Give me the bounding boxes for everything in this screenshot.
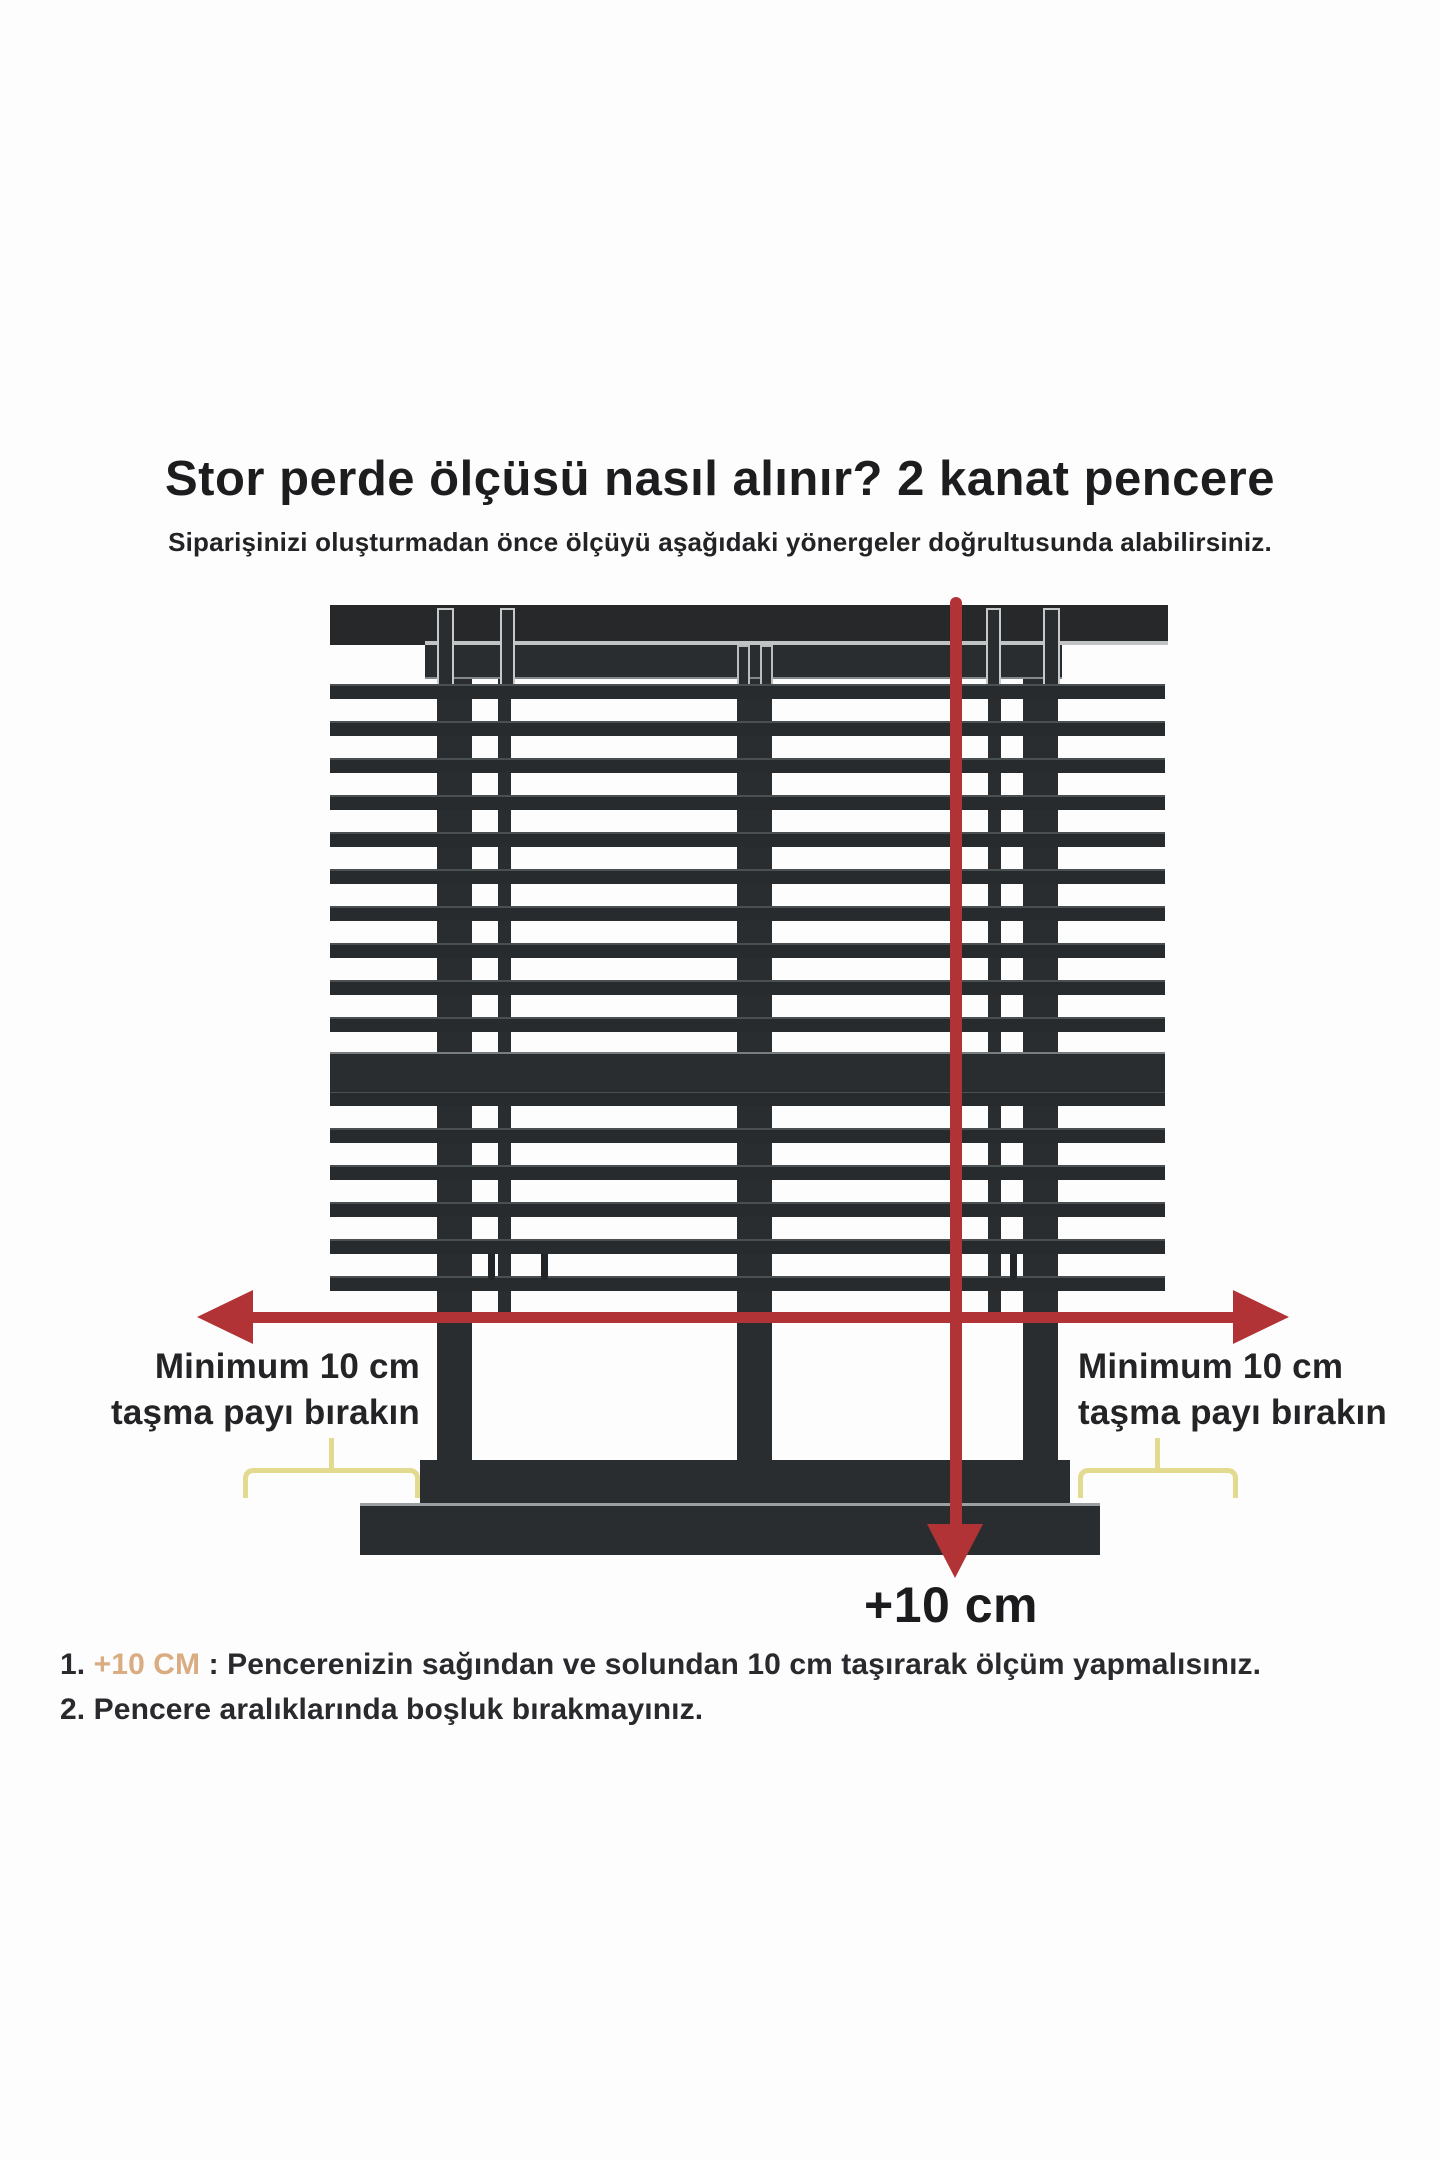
- left-overhang-label-line2: taşma payı bırakın: [110, 1393, 420, 1432]
- bracket-bow: [243, 1468, 420, 1498]
- width-measure-arrow: [251, 1312, 1235, 1323]
- blind-hanger: [986, 608, 1001, 690]
- window-sill: [360, 1503, 1100, 1555]
- height-measure-arrow: [950, 597, 962, 1545]
- arrow-down-icon: [927, 1524, 983, 1578]
- bracket-stem: [1155, 1438, 1160, 1471]
- right-overhang-label-line1: Minimum 10 cm: [1078, 1347, 1344, 1386]
- instruction-1-text: : Pencerenizin sağından ve solundan 10 cm taşırarak ölçüm yapmalısınız.: [200, 1648, 1262, 1681]
- left-overhang-label-line1: Minimum 10 cm: [154, 1347, 420, 1386]
- left-overhang-label: [111, 1344, 420, 1436]
- blind-hanger: [1043, 608, 1060, 690]
- window-bottom-rail: [420, 1460, 1070, 1505]
- blind-cord-tassel: [541, 1254, 548, 1280]
- page-subtitle: Siparişinizi oluşturmadan önce ölçüyü aşağıdaki yönergeler doğrultusunda alabilirsiniz.: [168, 527, 1272, 557]
- blind-middle-rail: [330, 1052, 1165, 1092]
- instruction-item-1: [60, 1642, 1400, 1687]
- instruction-1-highlight: +10 CM: [93, 1648, 201, 1681]
- arrow-right-icon: [1233, 1290, 1289, 1344]
- instruction-2-number: 2.: [60, 1693, 86, 1726]
- bracket-bow: [1078, 1468, 1238, 1498]
- blind-hanger: [437, 608, 454, 690]
- blind-hanger: [500, 608, 515, 690]
- blind-slats: [330, 684, 1165, 1291]
- instruction-2-text: Pencere aralıklarında boşluk bırakmayınız.: [85, 1693, 704, 1726]
- right-overhang-label-line2: taşma payı bırakın: [1078, 1393, 1388, 1432]
- overhang-bracket-left: [243, 1438, 420, 1495]
- arrow-left-icon: [197, 1290, 253, 1344]
- page-title: Stor perde ölçüsü nasıl alınır? 2 kanat pencere: [164, 451, 1276, 506]
- bracket-stem: [329, 1438, 334, 1471]
- blind-cord-tassel: [488, 1254, 495, 1280]
- instruction-item-2: [60, 1687, 1400, 1732]
- instruction-1-number: 1.: [60, 1648, 86, 1681]
- blind-cord-tassel: [1010, 1254, 1017, 1280]
- instruction-list: [60, 1642, 1400, 1732]
- overhang-bracket-right: [1078, 1438, 1238, 1495]
- plus-10cm-label: +10 cm: [864, 1577, 1038, 1633]
- right-overhang-label: [1078, 1344, 1387, 1436]
